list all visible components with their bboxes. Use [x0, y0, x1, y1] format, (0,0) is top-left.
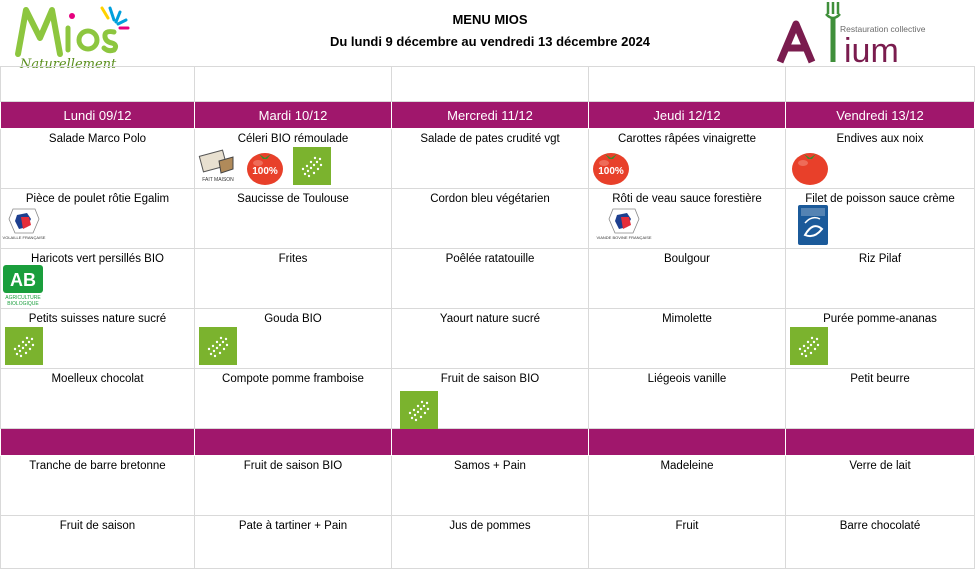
menu-cell — [786, 189, 975, 249]
snack-item: Samos + Pain — [454, 460, 526, 472]
menu-cell — [1, 516, 195, 569]
menu-cell — [589, 516, 786, 569]
menu-item: Riz Pilaf — [858, 253, 902, 265]
menu-cell — [195, 516, 392, 569]
svg-text:ium: ium — [844, 32, 899, 70]
menu-item: Salade Marco Polo — [48, 133, 147, 145]
menu-item: Rôti de veau sauce forestière — [612, 193, 762, 205]
menu-cell — [589, 249, 786, 309]
menu-item: Liégeois vanille — [647, 373, 727, 385]
page-title: MENU MIOS — [452, 12, 528, 27]
day-header: Vendredi 13/12 — [786, 102, 975, 129]
day-header: Lundi 09/12 — [1, 102, 195, 129]
menu-item: Petits suisses nature sucré — [28, 313, 167, 325]
tomato-100-icon — [245, 147, 285, 187]
fait-label: FAIT MAISON — [202, 177, 234, 183]
menu-item: Cordon bleu végétarien — [430, 193, 550, 205]
menu-item: Carottes râpées vinaigrette — [617, 133, 757, 145]
main-course-row — [1, 189, 975, 249]
alium-logo — [778, 0, 938, 70]
menu-item: Poêlée ratatouille — [445, 253, 535, 265]
menu-cell — [392, 309, 589, 369]
snack-item: Madeleine — [660, 460, 714, 472]
menu-item: Purée pomme-ananas — [823, 313, 937, 325]
menu-item: Compote pomme framboise — [222, 373, 364, 385]
menu-cell — [195, 309, 392, 369]
tomato-label: 100% — [598, 166, 624, 177]
menu-cell — [195, 129, 392, 189]
snack-item: Fruit de saison BIO — [243, 460, 343, 472]
menu-cell — [195, 249, 392, 309]
tomato-label: 100% — [252, 166, 278, 177]
menu-table — [0, 66, 975, 569]
menu-cell — [392, 516, 589, 569]
header — [0, 0, 974, 72]
menu-cell — [786, 309, 975, 369]
menu-item: Gouda BIO — [264, 313, 322, 325]
mios-logo — [10, 2, 140, 72]
menu-cell — [392, 456, 589, 516]
menu-cell — [195, 456, 392, 516]
separator-row — [1, 429, 975, 456]
menu-cell — [589, 456, 786, 516]
ab-bio-icon — [3, 265, 43, 307]
snack-item: Tranche de barre bretonne — [29, 460, 166, 472]
snack-row — [1, 516, 975, 569]
menu-cell — [392, 189, 589, 249]
snack-item: Barre chocolaté — [839, 520, 921, 532]
menu-cell — [392, 249, 589, 309]
dairy-row — [1, 309, 975, 369]
ab-label: AB — [10, 270, 36, 290]
menu-item: Filet de poisson sauce crème — [805, 193, 955, 205]
menu-item: Yaourt nature sucré — [439, 313, 541, 325]
menu-item: Boulgour — [663, 253, 711, 265]
menu-cell — [589, 129, 786, 189]
snack-row — [1, 456, 975, 516]
msc-fish-icon — [798, 205, 828, 245]
snack-item: Fruit de saison — [59, 520, 136, 532]
snack-item: Verre de lait — [849, 460, 911, 472]
eu-bio-leaf-icon — [199, 327, 237, 365]
menu-cell — [589, 369, 786, 429]
viande-bovine-francaise-icon — [596, 205, 652, 245]
date-range: Du lundi 9 décembre au vendredi 13 décembre 2024 — [329, 34, 651, 49]
menu-item: Petit beurre — [850, 373, 910, 385]
menu-cell — [1, 309, 195, 369]
snack-item: Fruit — [675, 520, 699, 532]
eu-bio-leaf-icon — [5, 327, 43, 365]
menu-cell — [1, 129, 195, 189]
eu-bio-leaf-icon — [790, 327, 828, 365]
menu-item: Pièce de poulet rôtie Egalim — [25, 193, 170, 205]
day-header: Mercredi 11/12 — [392, 102, 589, 129]
menu-item: Salade de pates crudité vgt — [420, 133, 560, 145]
eu-bio-leaf-icon — [400, 391, 438, 429]
mios-tagline: Naturellement — [20, 57, 117, 72]
menu-cell — [786, 456, 975, 516]
side-dish-row — [1, 249, 975, 309]
vbf-label: VIANDE BOVINE FRANÇAISE — [596, 235, 652, 240]
menu-item: Haricots vert persillés BIO — [31, 253, 164, 265]
menu-cell — [786, 369, 975, 429]
menu-item: Frites — [278, 253, 308, 265]
menu-item: Céleri BIO rémoulade — [237, 133, 349, 145]
day-header: Jeudi 12/12 — [589, 102, 786, 129]
snack-item: Pate à tartiner + Pain — [238, 520, 348, 532]
menu-item: Fruit de saison BIO — [440, 373, 540, 385]
blank-row — [1, 67, 975, 102]
menu-item: Endives aux noix — [836, 133, 924, 145]
menu-cell — [1, 456, 195, 516]
fork-icon — [826, 2, 840, 62]
vpf-label: VOLAILLE FRANÇAISE — [2, 235, 46, 240]
days-header-row — [1, 102, 975, 129]
menu-cell — [589, 309, 786, 369]
menu-cell — [1, 189, 195, 249]
menu-cell — [1, 249, 195, 309]
menu-cell — [1, 369, 195, 429]
menu-cell — [786, 249, 975, 309]
menu-cell — [786, 516, 975, 569]
menu-item: Mimolette — [662, 313, 712, 325]
starter-row — [1, 129, 975, 189]
menu-item: Saucisse de Toulouse — [237, 193, 349, 205]
menu-cell — [392, 369, 589, 429]
menu-item: Moelleux chocolat — [51, 373, 144, 385]
tomato-100-icon — [591, 147, 631, 187]
fait-maison-icon — [199, 147, 237, 185]
ab-sub1: AGRICULTURE — [5, 295, 41, 301]
menu-cell — [786, 129, 975, 189]
menu-cell — [392, 129, 589, 189]
menu-cell — [195, 369, 392, 429]
dessert-row — [1, 369, 975, 429]
day-header: Mardi 10/12 — [195, 102, 392, 129]
snack-item: Jus de pommes — [449, 520, 531, 532]
ab-sub2: BIOLOGIQUE — [7, 301, 39, 307]
menu-cell — [195, 189, 392, 249]
tomato-icon — [790, 147, 830, 187]
volaille-francaise-icon — [3, 205, 45, 245]
eu-bio-leaf-icon — [293, 147, 331, 185]
alium-tagline: Restauration collective — [840, 24, 926, 34]
menu-cell — [589, 189, 786, 249]
